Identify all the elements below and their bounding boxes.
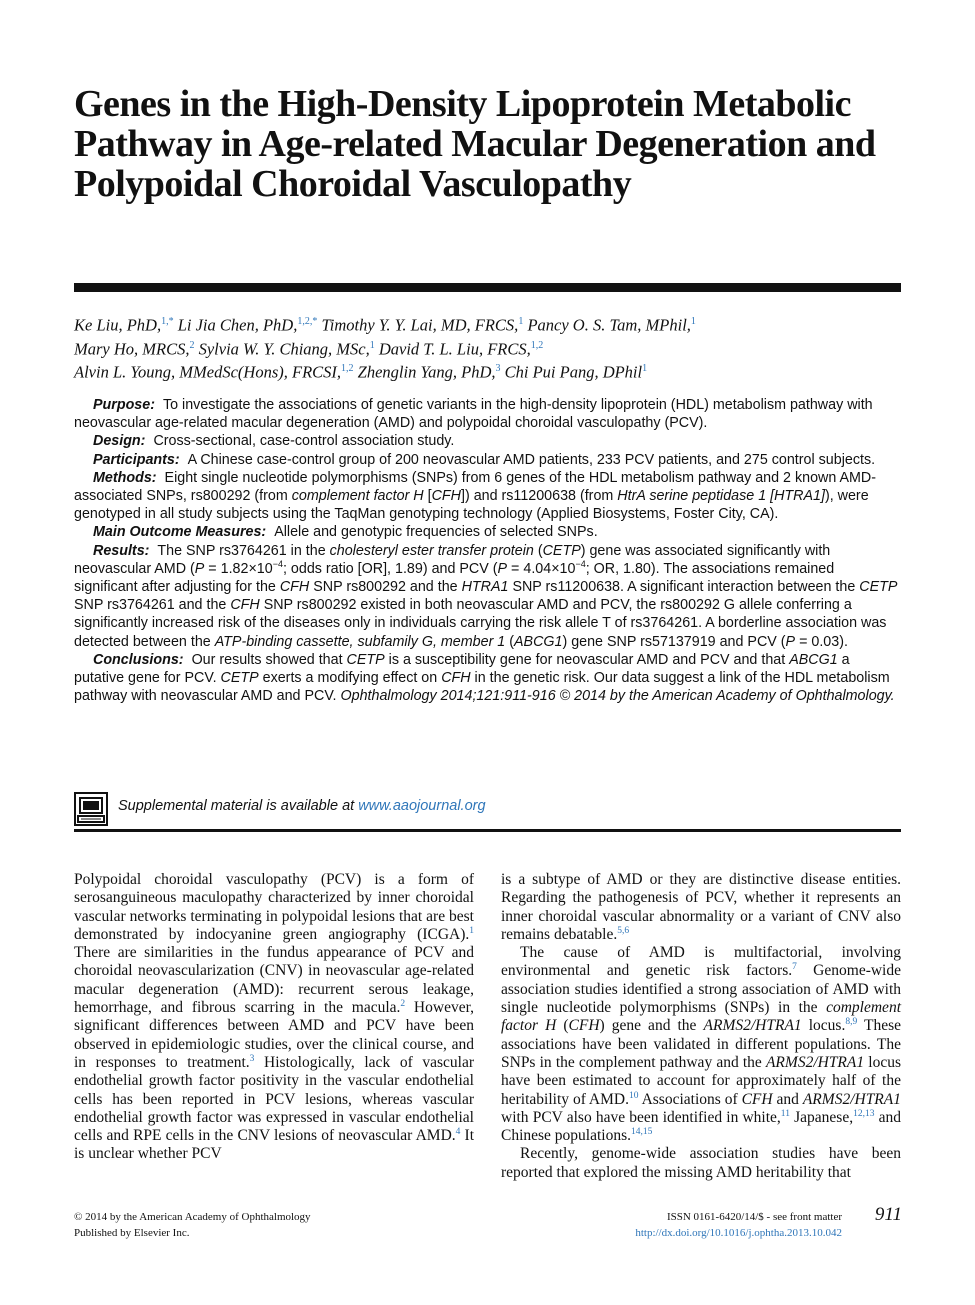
body-paragraph (501, 944, 901, 1145)
gene-name: CFH (741, 1090, 773, 1108)
purpose-label: Purpose: (93, 397, 155, 413)
results-label: Results: (93, 542, 150, 559)
body-text: ) gene and the (599, 1017, 704, 1035)
copyright-line: © 2014 by the American Academy of Ophthalmology (74, 1211, 311, 1223)
methods-text: ), were genotyped in all study subjects using the TaqMan genotyping technology (Applied Biosystems, Foster City, CA). (74, 488, 869, 523)
footer-left (74, 1210, 394, 1241)
author-affiliation[interactable]: 3 (495, 363, 501, 374)
author-name: Zhenglin Yang, PhD, (357, 362, 496, 382)
abstract-outcome (74, 523, 901, 541)
body-text: Genome-wide association studies identified a strong association of AMD with single nucleotide polymorphisms (SNPs) in the (501, 962, 901, 1017)
abstract-participants (74, 451, 901, 469)
conclusions-text: in the genetic risk. Our data suggest a link of the HDL metabolism pathway with neovascular AMD and PCV. (74, 670, 890, 705)
author-affiliation[interactable]: 1 (369, 339, 375, 351)
results-gene: ABCG1 (514, 633, 563, 650)
conclusions-gene: CETP (346, 651, 385, 668)
abstract-design (74, 432, 901, 450)
gene-name: ARMS2/HTRA1 (802, 1090, 901, 1108)
body-text: These associations have been validated in different populations. The SNPs in the complement pathway and the (501, 1017, 901, 1071)
conclusions-text: is a susceptibility gene for neovascular AMD and PCV and that (384, 651, 790, 668)
methods-label: Methods: (93, 469, 157, 486)
doi-link[interactable]: http://dx.doi.org/10.1016/j.ophtha.2013.10.042 (635, 1226, 842, 1239)
purpose-text: To investigate the associations of genetic variants in the high-density lipoprotein (HDL) metabolism pathway with neovascular age-related macular degeneration (AMD) and polypoidal choroidal vasculopathy (PCV). (74, 397, 873, 432)
supplemental-link[interactable]: www.aaojournal.org (358, 798, 486, 814)
author-list (74, 312, 904, 383)
reference-link[interactable]: 3 (249, 1053, 255, 1064)
reference-link[interactable]: 7 (792, 962, 797, 973)
methods-text: ]) and rs11200638 (from (460, 488, 618, 505)
issn-line: ISSN 0161-6420/14/$ - see front matter (666, 1211, 842, 1223)
p-value-symbol: P (785, 633, 796, 650)
author-name: David T. L. Liu, FRCS, (378, 339, 531, 358)
body-text: The cause of AMD is multifactorial, involving environmental and genetic risk factors. (501, 944, 901, 980)
body-text: However, significant differences between AMD and PCV have been observed in epidemiologic studies, over the clinical course, and in responses to treatment. (74, 999, 474, 1071)
abstract-results (74, 542, 901, 651)
body-column-right (501, 871, 901, 1182)
body-text: It is unclear whether PCV (74, 1127, 474, 1163)
results-text: ) gene was associated significantly with neovascular AMD ( (74, 542, 831, 577)
author-name: Pancy O. S. Tam, MPhil, (527, 315, 691, 335)
supplemental-banner (74, 790, 901, 832)
author-affiliation[interactable]: 1,2 (530, 339, 544, 351)
reference-link[interactable]: 14,15 (631, 1127, 653, 1137)
abstract-purpose (74, 396, 901, 432)
outcome-label: Main Outcome Measures: (93, 524, 267, 541)
body-text: locus. (801, 1017, 846, 1035)
author-affiliation[interactable]: 1,* (161, 316, 174, 327)
abstract-methods (74, 469, 901, 524)
author-name: Chi Pui Pang, DPhil (504, 362, 643, 382)
abstract-conclusions (74, 651, 901, 706)
participants-label: Participants: (93, 451, 180, 468)
body-text: Japanese, (789, 1108, 854, 1126)
results-text: The SNP rs3764261 in the (157, 542, 330, 559)
author-name: Sylvia W. Y. Chiang, MSc, (198, 339, 370, 358)
abstract (74, 396, 901, 705)
results-text: ( (505, 633, 514, 650)
body-paragraph (74, 871, 474, 1164)
conclusions-gene: ABCG1 (789, 651, 838, 668)
p-value-symbol: P (497, 560, 508, 577)
results-text: ; odds ratio [OR], 1.89) and PCV ( (282, 560, 498, 577)
author-line (74, 336, 904, 360)
reference-link[interactable]: 2 (400, 998, 406, 1009)
outcome-text: Allele and genotypic frequencies of selected SNPs. (274, 524, 598, 541)
gene-name: ARMS2/HTRA1 (703, 1017, 802, 1035)
reference-link[interactable]: 1 (469, 925, 474, 936)
body-paragraph (501, 1145, 901, 1182)
article-title: Genes in the High-Density Lipoprotein Metabolic Pathway in Age-related Macular Degeneration and Polypoidal Choroidal Vasculopathy (74, 83, 876, 205)
conclusions-text: Our results showed that (191, 651, 347, 668)
body-text: Polypoidal choroidal vasculopathy (PCV) is a form of serosanguineous maculopathy characterized by inner choroidal vascular networks terminating in polypoidal lesions that are best demonstrated by indocyanine green angiography (ICGA). (74, 871, 474, 943)
journal-citation: Ophthalmology 2014;121:911-916 © 2014 by the American Academy of Ophthalmology. (340, 688, 895, 705)
publisher-line: Published by Elsevier Inc. (74, 1226, 190, 1239)
methods-text: [ (423, 488, 432, 505)
exponent: −4 (272, 559, 283, 570)
author-line (74, 359, 904, 383)
design-label: Design: (93, 433, 146, 450)
conclusions-gene: CETP (220, 670, 259, 687)
results-text: SNP rs11200638. A significant interaction between the (508, 579, 860, 596)
author-affiliation[interactable]: 1 (690, 316, 696, 327)
reference-link[interactable]: 5,6 (617, 925, 630, 936)
supplemental-label: Supplemental material is available at (118, 798, 359, 814)
reference-link[interactable]: 8,9 (845, 1017, 858, 1028)
conclusions-text: exerts a modifying effect on (258, 670, 442, 687)
footer-right (560, 1210, 842, 1241)
body-text: Histologically, lack of vascular endothelial growth factor positivity in the vascular endothelial cells has been reported in PCV lesions, whereas vascular endothelial growth factor was expressed in vascular endothelial cells and RPE cells in the CNV lesions of neovascular AMD. (74, 1053, 474, 1145)
body-text: Associations of (638, 1090, 742, 1108)
results-gene: cholesteryl ester transfer protein (329, 542, 534, 559)
gene-name: complement factor H (501, 999, 901, 1035)
results-gene: CETP (859, 579, 898, 596)
body-text: with PCV also have been identified in white, (501, 1108, 781, 1126)
conclusions-text: a putative gene for PCV. (74, 651, 850, 687)
author-name: Li Jia Chen, PhD, (177, 315, 298, 335)
gene-name: ARMS2/HTRA1 (765, 1053, 865, 1071)
body-paragraph (501, 871, 901, 944)
methods-gene: CFH (431, 488, 461, 505)
reference-link[interactable]: 11 (780, 1108, 790, 1119)
results-text: SNP rs800292 existed in both neovascular AMD and PCV, the rs800292 G allele conferring a significantly increased risk of the diseases only in individuals carrying the risk allele T of rs3764261. A borderline association was detected between the (74, 597, 887, 650)
computer-icon (74, 792, 108, 826)
participants-text: A Chinese case-control group of 200 neovascular AMD patients, 233 PCV patients, and 275 control subjects. (187, 451, 876, 468)
results-gene: CETP (542, 542, 581, 559)
supplemental-text (118, 798, 486, 814)
body-column-left (74, 871, 474, 1164)
title-rule (74, 283, 901, 292)
body-text: and (772, 1090, 803, 1108)
exponent: −4 (575, 559, 586, 570)
author-name: Timothy Y. Y. Lai, MD, FRCS, (321, 315, 519, 335)
reference-link[interactable]: 10 (628, 1090, 639, 1101)
author-name: Ke Liu, PhD, (74, 315, 162, 335)
p-value-symbol: P (194, 560, 205, 577)
author-name: Alvin L. Young, MMedSc(Hons), FRCSI, (74, 362, 342, 382)
results-text: SNP rs3764261 and the (74, 597, 231, 614)
conclusions-label: Conclusions: (93, 651, 184, 668)
results-text: SNP rs800292 and the (309, 579, 462, 596)
reference-link[interactable]: 12,13 (853, 1108, 875, 1119)
body-text: is a subtype of AMD or they are distinctive disease entities. Regarding the pathogenesis of PCV, whether it represents an inner choroidal vascular abnormality or a variant of CNV also remains debatable. (501, 871, 901, 943)
body-text: locus have been estimated to account for approximately half of the heritability of AMD. (501, 1053, 901, 1108)
author-name: Mary Ho, MRCS, (74, 339, 190, 358)
author-affiliation[interactable]: 1 (642, 363, 648, 374)
methods-text: Eight single nucleotide polymorphisms (SNPs) from 6 genes of the HDL metabolism pathway and 2 known AMD-associated SNPs, rs800292 (from (74, 469, 877, 505)
author-affiliation[interactable]: 2 (189, 339, 195, 351)
results-text: = 4.04×10 (507, 560, 576, 577)
author-affiliation[interactable]: 1 (518, 316, 524, 327)
results-gene: HTRA1 (461, 579, 509, 596)
author-affiliation[interactable]: 1,2 (341, 363, 354, 374)
body-text: ( (556, 1017, 569, 1035)
results-gene: ATP-binding cassette, subfamily G, member 1 (214, 633, 506, 650)
methods-gene: complement factor H (291, 488, 424, 505)
results-text: ) gene SNP rs57137919 and PCV ( (562, 633, 786, 650)
results-text: ; OR, 1.80). The associations remained significant after adjusting for the (74, 560, 835, 596)
results-gene: CFH (230, 597, 260, 614)
reference-link[interactable]: 4 (455, 1127, 461, 1137)
author-affiliation[interactable]: 1,2,* (297, 316, 318, 327)
body-text: Recently, genome-wide association studies have been reported that explored the missing AMD heritability that (501, 1145, 901, 1181)
body-text: and Chinese populations. (501, 1108, 901, 1145)
results-text: = 1.82×10 (204, 560, 273, 577)
conclusions-gene: CFH (441, 670, 471, 687)
results-text: ( (533, 542, 543, 559)
author-line (74, 312, 904, 336)
gene-name: CFH (568, 1017, 600, 1035)
body-text: There are similarities in the fundus appearance of PCV and choroidal neovascularization (CNV) in neovascular age-related macular degeneration (AMD): recurrent serous leakage, hemorrhage, and fibrous scarring in the macula. (74, 944, 474, 1017)
design-text: Cross-sectional, case-control association study. (153, 433, 455, 450)
results-gene: CFH (279, 579, 310, 596)
results-text: = 0.03). (795, 633, 848, 650)
page-number: 911 (874, 1204, 902, 1225)
methods-gene: HtrA serine peptidase 1 [HTRA1] (617, 488, 825, 505)
